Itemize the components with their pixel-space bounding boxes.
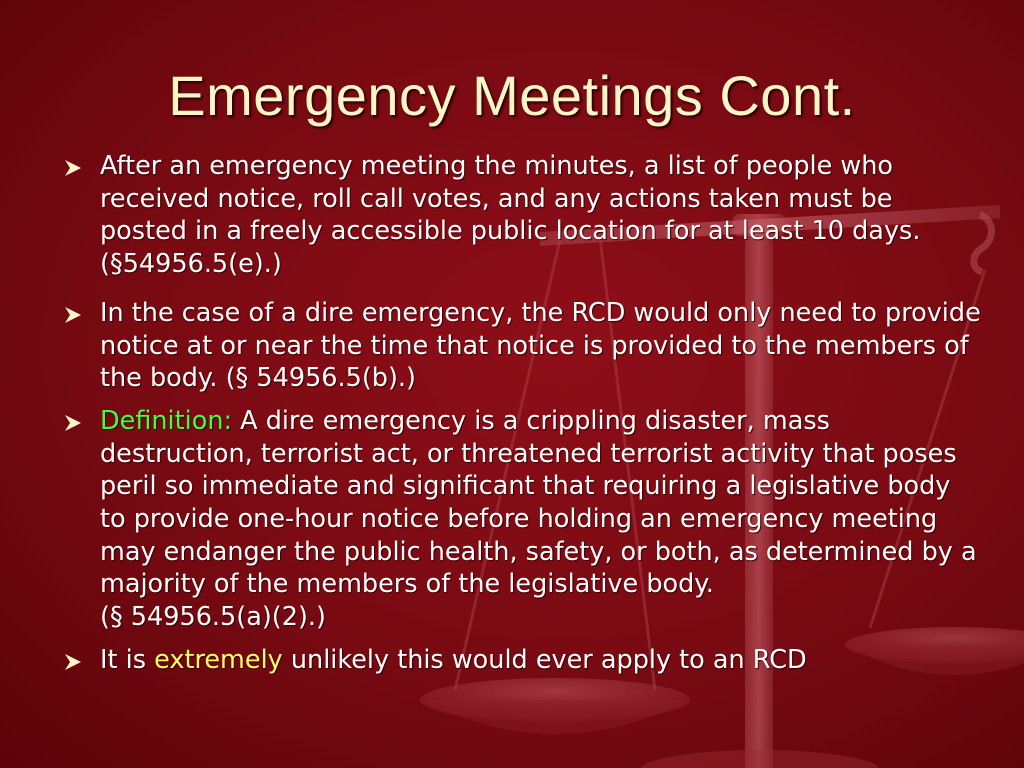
definition-label: Definition:: [100, 405, 233, 436]
bullet-item-dire-notice: [62, 297, 982, 395]
bullet-text: A dire emergency is a crippling disaster, mass destruction, terrorist act, or threatened terrorist activity that poses peril so immediate and significant that requiring a legislative body to provide one-hour notice before holding an emergency meeting may endanger the public health, safety, or both, as determined by a majority of the members of the legislative body.: [100, 405, 977, 600]
bullet-prefix: It is: [100, 644, 155, 675]
emphasis-word: extremely: [154, 644, 283, 675]
arrow-bullet-icon: [62, 652, 84, 672]
arrow-bullet-icon: [62, 158, 84, 178]
bullet-text: After an emergency meeting the minutes, a list of people who received notice, roll call votes, and any actions taken must be posted in a freely accessible public location for at least 10 days. (§54956.5(e).): [100, 151, 921, 280]
bullet-item-definition: [62, 405, 982, 634]
bullet-list: [62, 150, 982, 693]
bullet-text: In the case of a dire emergency, the RCD would only need to provide notice at or near the time that notice is provided to the members of the body. (§ 54956.5(b).): [100, 297, 981, 394]
bullet-suffix: unlikely this would ever apply to an RCD: [282, 644, 807, 675]
citation: (§ 54956.5(a)(2).): [100, 602, 326, 633]
page-title: Emergency Meetings Cont.: [168, 64, 856, 127]
arrow-bullet-icon: [62, 413, 84, 433]
arrow-bullet-icon: [62, 305, 84, 325]
bullet-item-posting: [62, 150, 982, 281]
bullet-item-rcd: [62, 644, 982, 677]
